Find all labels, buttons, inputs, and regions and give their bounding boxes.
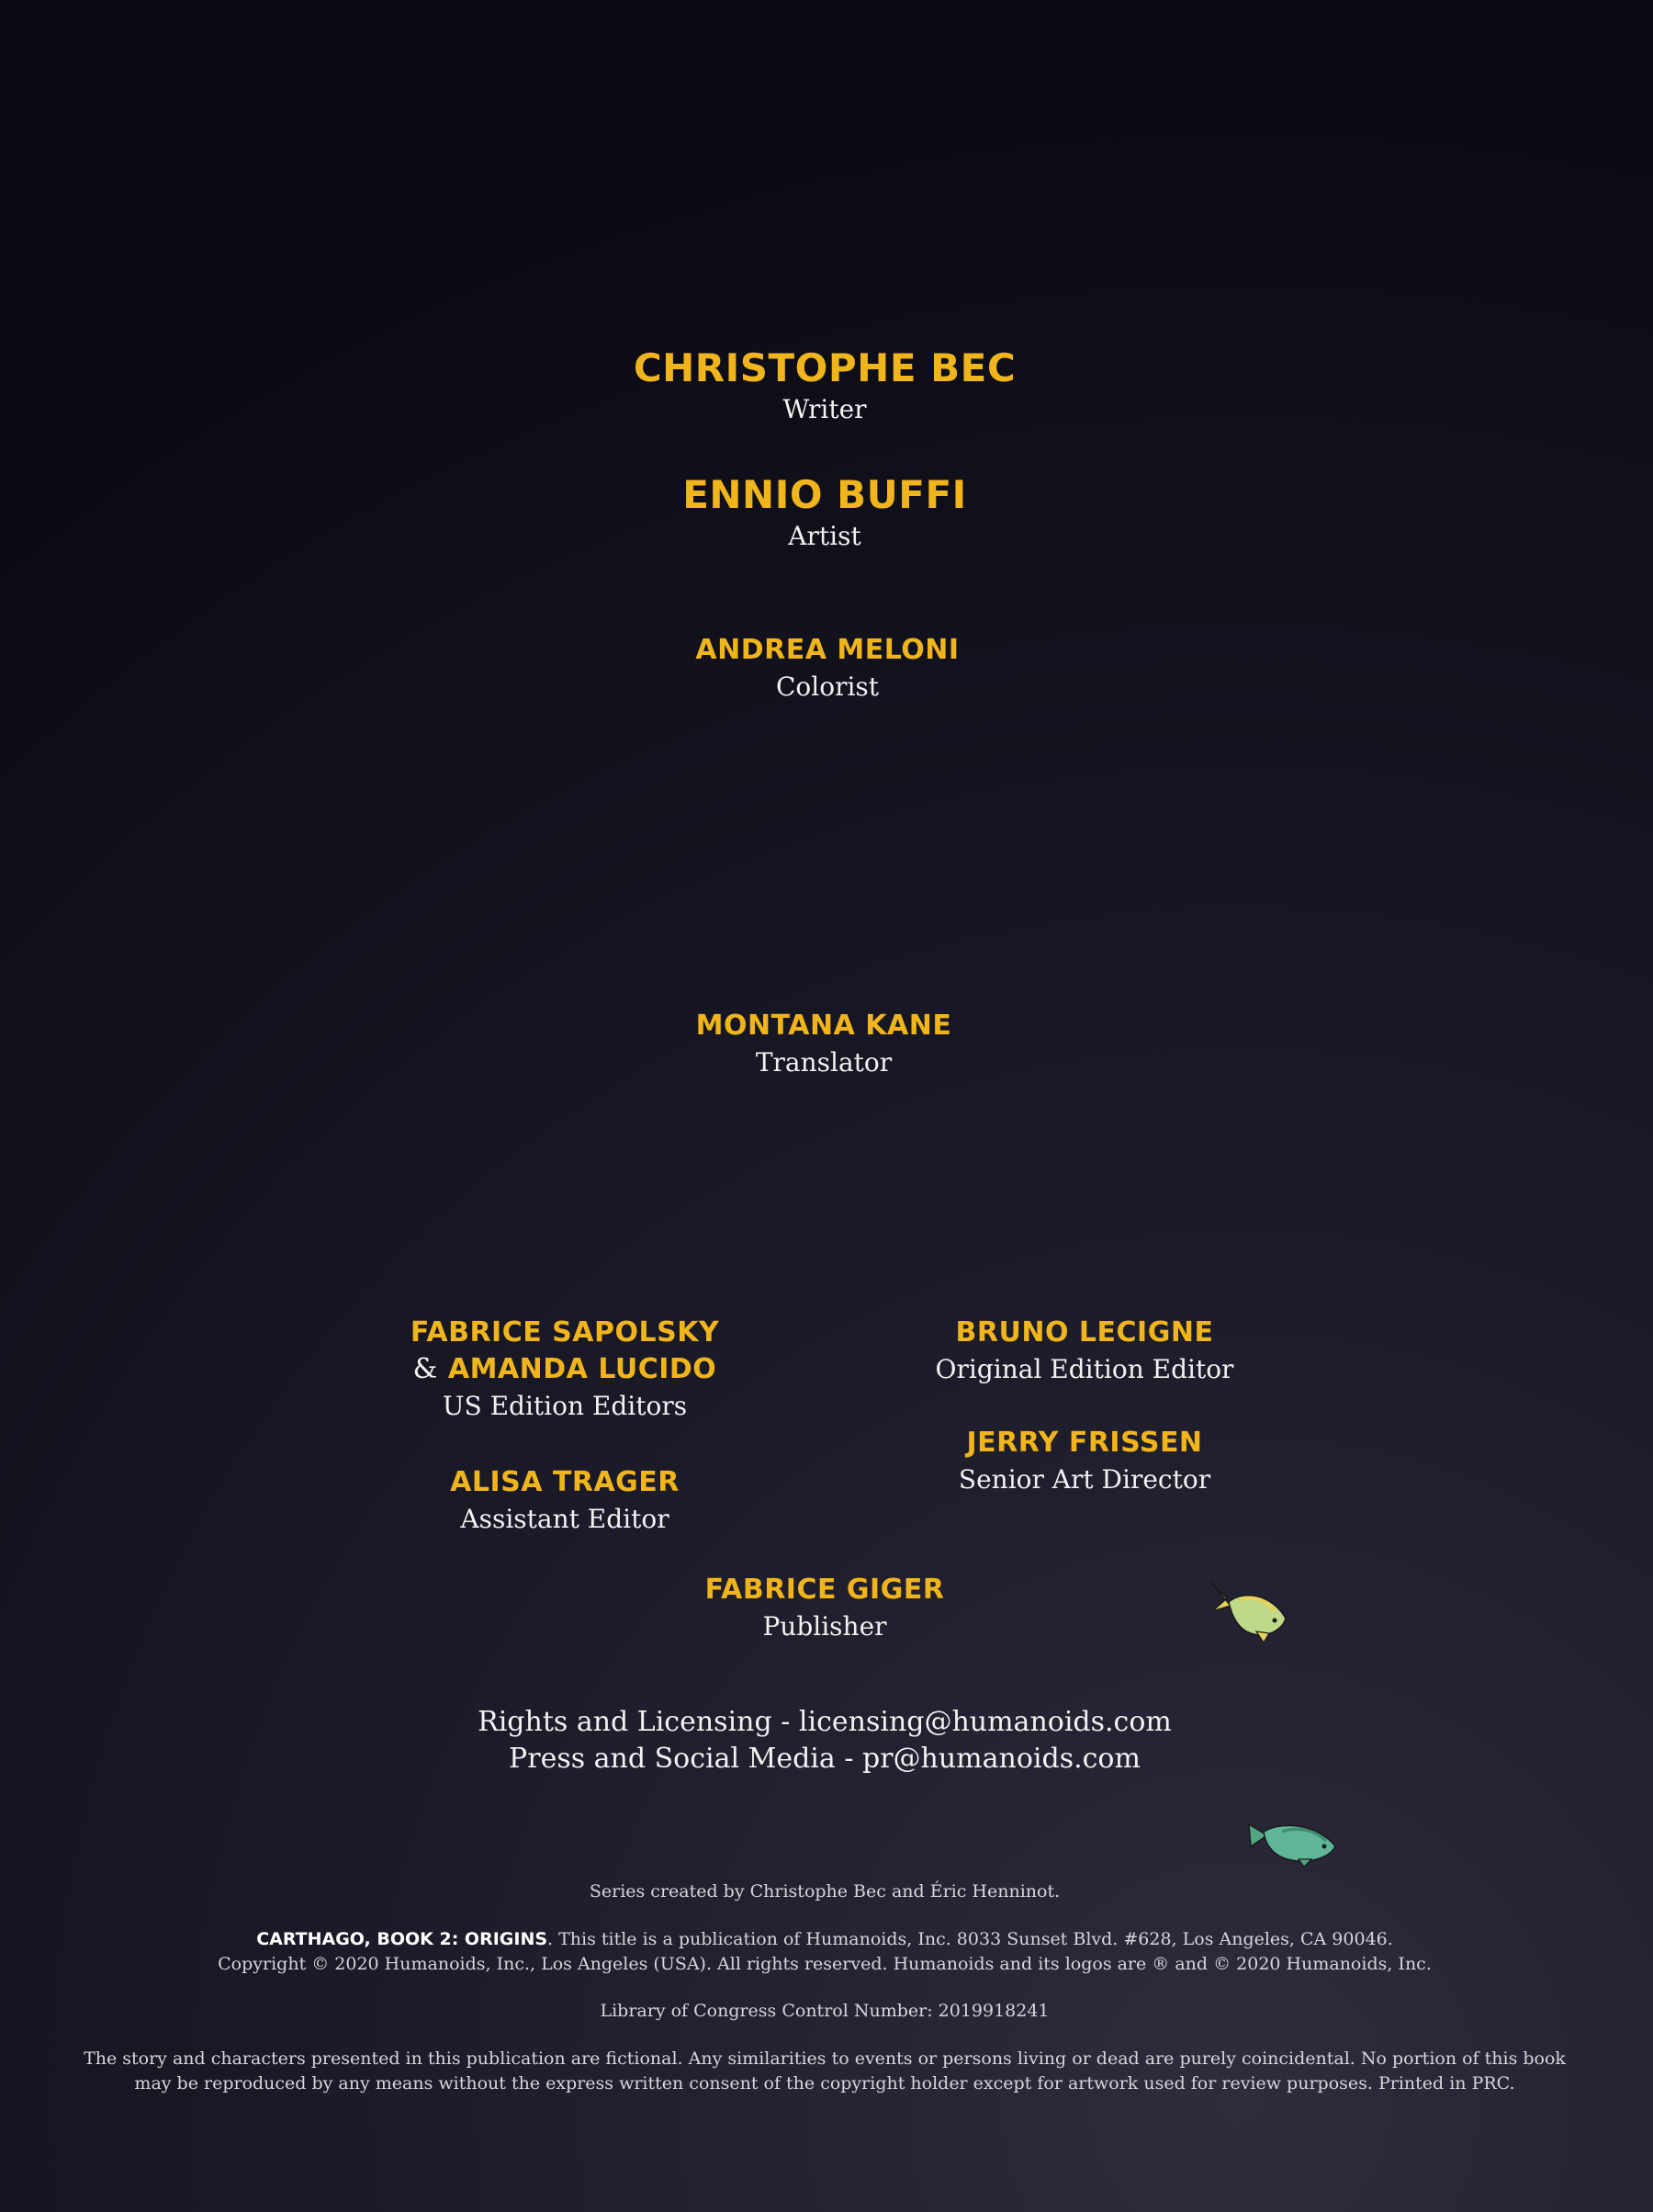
- credit-translator: [696, 1008, 952, 1081]
- ampersand: &: [412, 1353, 438, 1385]
- credit-art-director: [959, 1425, 1210, 1498]
- green-fish-icon: [1245, 1819, 1339, 1867]
- original-editor-name: BRUNO LECIGNE: [955, 1316, 1214, 1349]
- contacts: [478, 1704, 1172, 1778]
- credit-publisher: [705, 1572, 945, 1645]
- credit-us-editors: [410, 1315, 719, 1425]
- publisher-name: FABRICE GIGER: [704, 1574, 945, 1606]
- art-director-role: Senior Art Director: [958, 1464, 1211, 1495]
- us-editors-role: US Edition Editors: [442, 1391, 688, 1421]
- book-title: CARTHAGO, BOOK 2: ORIGINS: [256, 1929, 548, 1949]
- credit-artist: [682, 472, 967, 555]
- publication-text: . This title is a publication of Humanoids, Inc. 8033 Sunset Blvd. #628, Los Angeles, CA 90046.: [547, 1929, 1393, 1949]
- colorist-role: Colorist: [775, 672, 880, 702]
- colorist-name: ANDREA MELONI: [695, 634, 960, 666]
- assistant-editor-name: ALISA TRAGER: [450, 1466, 680, 1498]
- disclaimer-line-2: may be reproduced by any means without the express written consent of the copyright holder except for artwork used for review purposes. Printed in PRC.: [134, 2073, 1515, 2094]
- original-editor-role: Original Edition Editor: [935, 1354, 1234, 1384]
- credit-original-editor: [936, 1315, 1234, 1388]
- disclaimer: [84, 2047, 1566, 2096]
- publication-line: [218, 1927, 1432, 1952]
- credit-assistant-editor: [450, 1464, 680, 1538]
- series-created: Series created by Christophe Bec and Éric Henninot.: [589, 1881, 1061, 1902]
- writer-role: Writer: [782, 394, 867, 424]
- copyright-line: Copyright © 2020 Humanoids, Inc., Los Angeles (USA). All rights reserved. Humanoids and its logos are ® and © 2020 Humanoids, Inc.: [218, 1954, 1432, 1974]
- us-editor-name-2: AMANDA LUCIDO: [447, 1353, 717, 1385]
- artist-role: Artist: [788, 521, 861, 551]
- us-editor-name-1: FABRICE SAPOLSKY: [410, 1316, 720, 1349]
- translator-name: MONTANA KANE: [695, 1010, 952, 1042]
- rights-licensing: Rights and Licensing - licensing@humanoids.com: [478, 1706, 1172, 1738]
- us-editor-line-2: [410, 1351, 719, 1388]
- artist-name: ENNIO BUFFI: [682, 472, 967, 517]
- publisher-role: Publisher: [762, 1611, 887, 1642]
- credit-writer: [634, 345, 1016, 428]
- translator-role: Translator: [755, 1047, 893, 1078]
- loc-number: Library of Congress Control Number: 2019918241: [600, 2001, 1050, 2021]
- credit-colorist: [695, 632, 959, 705]
- publication-info: [218, 1927, 1432, 1977]
- art-director-name: JERRY FRISSEN: [966, 1427, 1203, 1459]
- writer-name: CHRISTOPHE BEC: [633, 345, 1017, 390]
- press-social: Press and Social Media - pr@humanoids.com: [509, 1743, 1141, 1775]
- disclaimer-line-1: The story and characters presented in this publication are fictional. Any similarities to events or persons living or dead are purely coincidental. No portion of this book: [84, 2048, 1566, 2069]
- yellow-fish-icon: [1207, 1578, 1291, 1648]
- assistant-editor-role: Assistant Editor: [460, 1504, 669, 1534]
